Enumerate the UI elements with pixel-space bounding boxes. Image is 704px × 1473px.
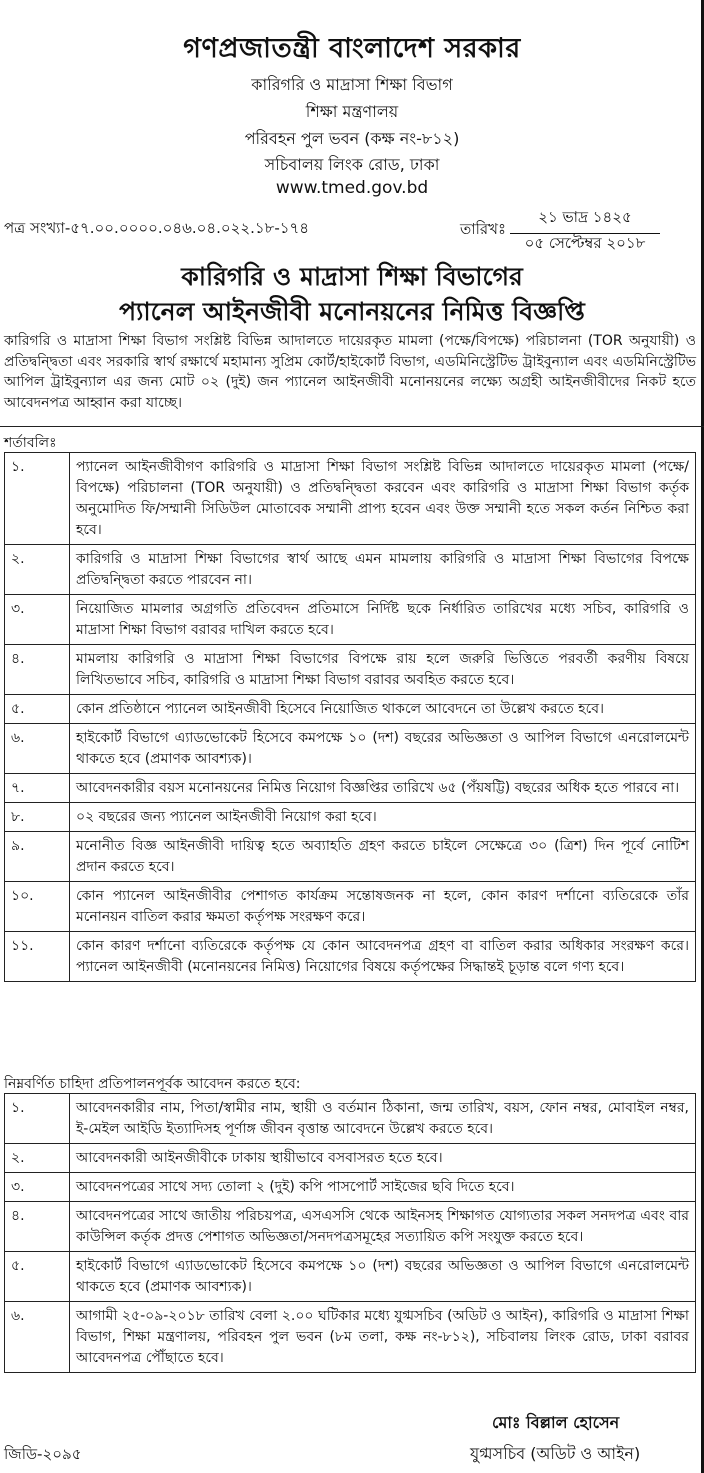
ministry-name: শিক্ষা মন্ত্রণালয় <box>305 102 399 121</box>
signatory-designation: যুগ্মসচিব (অডিট ও আইন) <box>470 1444 641 1463</box>
row-number: ৩. <box>5 595 70 645</box>
row-number: ৫. <box>5 695 70 724</box>
date-bangla: ২১ ভাদ্র ১৪২৫ <box>510 206 660 234</box>
table-row <box>5 774 696 803</box>
row-text: আবেদনপত্রের সাথে জাতীয় পরিচয়পত্র, এসএসসি থেকে আইনসহ শিক্ষাগত যোগ্যতার সকল সনদপত্র এবং বার কাউন্সিল কর্তৃক প্রদত্ত পেশাগত অভিজ্ঞতা/সনদপত্রসমূহের সত্যায়িত কপি সংযুক্ত করতে হবে। <box>70 1202 696 1252</box>
table-row <box>5 1094 696 1144</box>
table-row <box>5 695 696 724</box>
table-row <box>5 545 696 595</box>
row-text: আবেদনকারীর বয়স মনোনয়নের নিমিত্ত নিয়োগ বিজ্ঞপ্তির তারিখে ৬৫ (পঁয়ষট্টি) বছরের অধিক হতে পারবে না। <box>70 774 696 803</box>
table-row <box>5 803 696 832</box>
divider <box>0 426 704 427</box>
row-number: ৩. <box>5 1173 70 1202</box>
requirements-table <box>4 1093 696 1373</box>
row-text: মামলায় কারিগরি ও মাদ্রাসা শিক্ষা বিভাগের বিপক্ষে রায় হলে জরুরি ভিত্তিতে পরবর্তী করণীয় বিষয়ে লিখিতভাবে সচিব, কারিগরি ও মাদ্রাসা শিক্ষা বিভাগ বরাবর অবহিত করতে হবে। <box>70 645 696 695</box>
website-link[interactable]: www.tmed.gov.bd <box>275 178 429 198</box>
row-number: ৮. <box>5 803 70 832</box>
row-number: ১১. <box>5 932 70 982</box>
office-building: পরিবহন পুল ভবন (কক্ষ নং-৮১২) <box>244 129 460 148</box>
row-text: কোন প্যানেল আইনজীবীর পেশাগত কার্যক্রম সন্তোষজনক না হলে, কোন কারণ দর্শানো ব্যতিরেকে তাঁর মনোনয়ন বাতিল করার ক্ষমতা কর্তৃপক্ষ সংরক্ষণ করে। <box>70 882 696 932</box>
row-number: ২. <box>5 545 70 595</box>
office-address: সচিবালয় লিংক রোড, ঢাকা <box>264 155 440 174</box>
row-text: নিয়োজিত মামলার অগ্রগতি প্রতিবেদন প্রতিমাসে নির্দিষ্ট ছকে নির্ধারিত তারিখের মধ্যে সচিব, কারিগরি ও মাদ্রাসা শিক্ষা বিভাগ বরাবর দাখিল করতে হবে। <box>70 595 696 645</box>
table-row <box>5 1302 696 1373</box>
table-row <box>5 724 696 774</box>
date-label: তারিখঃ <box>460 220 506 238</box>
row-text: কারিগরি ও মাদ্রাসা শিক্ষা বিভাগের স্বার্থ আছে এমন মামলায় কারিগরি ও মাদ্রাসা শিক্ষা বিভাগের বিপক্ষে প্রতিদ্বন্দ্বিতা করতে পারবেন না। <box>70 545 696 595</box>
row-number: ৯. <box>5 832 70 882</box>
row-text: হাইকোর্ট বিভাগে এ্যাডভোকেট হিসেবে কমপক্ষে ১০ (দশ) বছরের অভিজ্ঞতা ও আপিল বিভাগে এনরোলমেন্ট থাকতে হবে (প্রমাণক আবশ্যক)। <box>70 724 696 774</box>
row-number: ৪. <box>5 645 70 695</box>
row-text: প্যানেল আইনজীবীগণ কারিগরি ও মাদ্রাসা শিক্ষা বিভাগ সংশ্লিষ্ট বিভিন্ন আদালতে দায়েরকৃত মামলা (পক্ষে/বিপক্ষে) পরিচালনা (TOR অনুযায়ী) ও প্রতিদ্বন্দ্বিতা করবেন এবং কারিগরি ও মাদ্রাসা শিক্ষা বিভাগ কর্তৃক অনুমোদিত ফি/সম্মানী সিডিউল মোতাবেক সম্মানী প্রাপ্য হবেন এবং উক্ত সম্মানী হতে সকল কর্তন নিশ্চিত করা হবে। <box>70 453 696 545</box>
row-text: হাইকোর্ট বিভাগে এ্যাডভোকেট হিসেবে কমপক্ষে ১০ (দশ) বছরের অভিজ্ঞতা ও আপিল বিভাগে এনরোলমেন্ট থাকতে হবে (প্রমাণক আবশ্যক)। <box>70 1252 696 1302</box>
conditions-heading: শর্তাবলিঃ <box>4 435 57 451</box>
date-english: ০৫ সেপ্টেম্বর ২০১৮ <box>524 234 646 252</box>
table-row <box>5 595 696 645</box>
table-row <box>5 645 696 695</box>
row-number: ১. <box>5 1094 70 1144</box>
row-text: আবেদনকারী আইনজীবীকে ঢাকায় স্থায়ীভাবে বসবাসরত হতে হবে। <box>70 1144 696 1173</box>
row-number: ৭. <box>5 774 70 803</box>
government-title: গণপ্রজাতন্ত্রী বাংলাদেশ সরকার <box>183 33 521 64</box>
notice-title-line2: প্যানেল আইনজীবী মনোনয়নের নিমিত্ত বিজ্ঞপ্তি <box>119 297 585 326</box>
row-number: ২. <box>5 1144 70 1173</box>
row-number: ১. <box>5 453 70 545</box>
table-row <box>5 1173 696 1202</box>
row-number: ৫. <box>5 1252 70 1302</box>
table-row <box>5 453 696 545</box>
signatory-name: মোঃ বিল্লাল হোসেন <box>492 1413 620 1432</box>
conditions-table <box>4 452 696 982</box>
row-number: ৬. <box>5 1302 70 1373</box>
row-number: ৪. <box>5 1202 70 1252</box>
table-row <box>5 882 696 932</box>
table-row <box>5 932 696 982</box>
gd-number: জিডি-২০৯৫ <box>4 1445 82 1463</box>
table-row <box>5 1252 696 1302</box>
table-row <box>5 1144 696 1173</box>
row-number: ৬. <box>5 724 70 774</box>
table-row <box>5 1202 696 1252</box>
row-text: ০২ বছরের জন্য প্যানেল আইনজীবী নিয়োগ করা হবে। <box>70 803 696 832</box>
row-text: কোন প্রতিষ্ঠানে প্যানেল আইনজীবী হিসেবে নিয়োজিত থাকলে আবেদনে তা উল্লেখ করতে হবে। <box>70 695 696 724</box>
row-text: মনোনীত বিজ্ঞ আইনজীবী দায়িত্ব হতে অব্যাহতি গ্রহণ করতে চাইলে সেক্ষেত্রে ৩০ (ত্রিশ) দিন পূর্বে নোটিশ প্রদান করতে হবে। <box>70 832 696 882</box>
division-name: কারিগরি ও মাদ্রাসা শিক্ষা বিভাগ <box>251 75 453 94</box>
requirements-heading: নিম্নবর্ণিত চাহিদা প্রতিপালনপূর্বক আবেদন করতে হবে: <box>4 1076 301 1092</box>
row-text: কোন কারণ দর্শানো ব্যতিরেকে কর্তৃপক্ষ যে কোন আবেদনপত্র গ্রহণ বা বাতিল করার অধিকার সংরক্ষণ করে। প্যানেল আইনজীবী (মনোনয়নের নিমিত্ত) নিয়োগের বিষয়ে কর্তৃপক্ষের সিদ্ধান্তই চূড়ান্ত বলে গণ্য হবে। <box>70 932 696 982</box>
notice-title-line1: কারিগরি ও মাদ্রাসা শিক্ষা বিভাগের <box>181 262 523 291</box>
row-text: আগামী ২৫-০৯-২০১৮ তারিখ বেলা ২.০০ ঘটিকার মধ্যে যুগ্মসচিব (অডিট ও আইন), কারিগরি ও মাদ্রাসা শিক্ষা বিভাগ, শিক্ষা মন্ত্রণালয়, পরিবহন পুল ভবন (৮ম তলা, কক্ষ নং-৮১২), সচিবালয় লিংক রোড, ঢাকা বরাবর আবেদনপত্র পৌঁছাতে হবে। <box>70 1302 696 1373</box>
row-number: ১০. <box>5 882 70 932</box>
row-text: আবেদনকারীর নাম, পিতা/স্বামীর নাম, স্থায়ী ও বর্তমান ঠিকানা, জন্ম তারিখ, বয়স, ফোন নম্বর, মোবাইল নম্বর, ই-মেইল আইডি ইত্যাদিসহ পূর্ণাঙ্গ জীবন বৃত্তান্ত আবেদনে উল্লেখ করতে হবে। <box>70 1094 696 1144</box>
row-text: আবেদনপত্রের সাথে সদ্য তোলা ২ (দুই) কপি পাসপোর্ট সাইজের ছবি দিতে হবে। <box>70 1173 696 1202</box>
table-row <box>5 832 696 882</box>
memo-number: পত্র সংখ্যা-৫৭.০০.০০০০.০৪৬.০৪.০২২.১৮-১৭৪ <box>4 219 309 237</box>
intro-paragraph: কারিগরি ও মাদ্রাসা শিক্ষা বিভাগ সংশ্লিষ্ট বিভিন্ন আদালতে দায়েরকৃত মামলা (পক্ষে/বিপক্ষে) পরিচালনা (TOR অনুযায়ী) ও প্রতিদ্বন্দ্বিতা এবং সরকারি স্বার্থ রক্ষার্থে মহামান্য সুপ্রিম কোর্ট/হাইকোর্ট বিভাগ, এডমিনিস্ট্রেটিভ ট্রাইবুন্যাল এবং এডমিনিস্ট্রেটিভ আপিল ট্রাইবুন্যাল এর জন্য মোট ০২ (দুই) জন প্যানেল আইনজীবী মনোনয়নের লক্ষ্যে অগ্রহী আইনজীবীদের নিকট হতে আবেদনপত্র আহ্বান করা যাচ্ছে। <box>4 333 696 411</box>
